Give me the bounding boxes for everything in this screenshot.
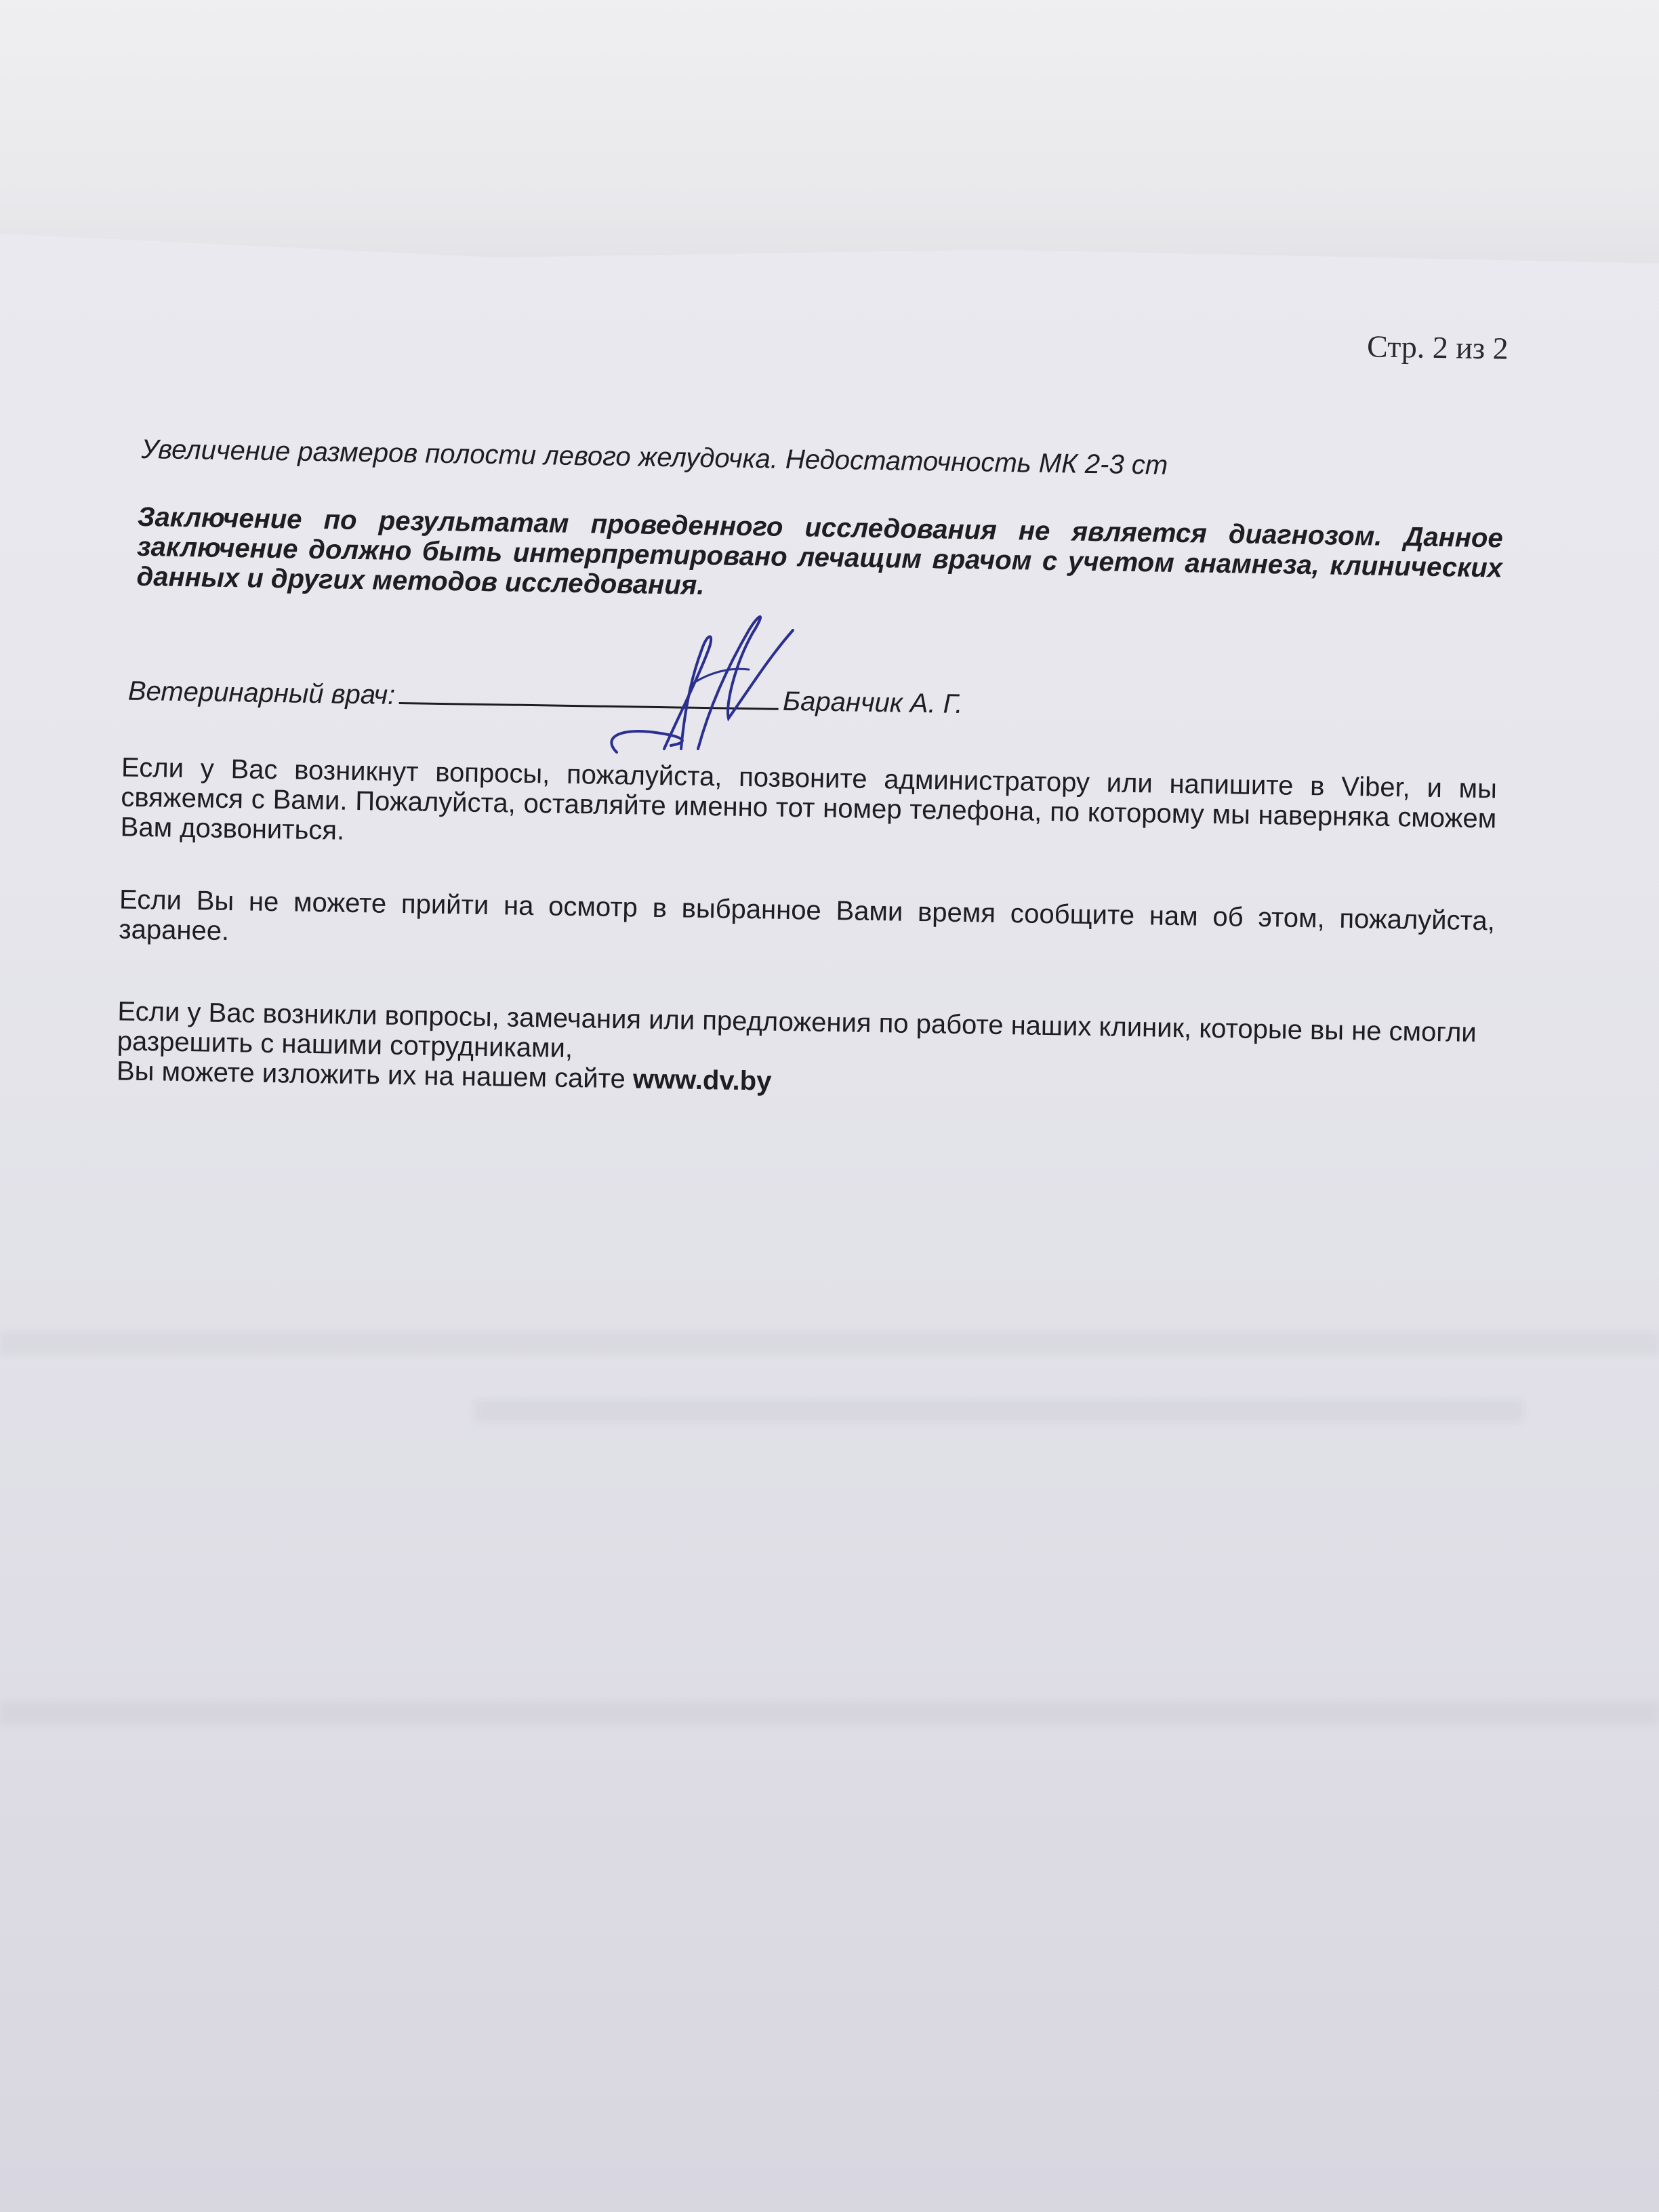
reschedule-paragraph: Если Вы не можете прийти на осмотр в выбранное Вами время сообщите нам об этом, пожалуйста, заранее.	[119, 884, 1496, 947]
signature-label: Ветеринарный врач:	[127, 676, 396, 710]
signature-stroke	[698, 617, 793, 749]
bleed-through-shadow	[0, 1332, 1659, 1355]
feedback-line: Если у Вас возникли вопросы, замечания или предложения по работе наших клиник, которые вы не смогли разрешить с нашими сотрудниками,	[117, 996, 1477, 1064]
bleed-through-shadow	[474, 1399, 1523, 1422]
page-number: Стр. 2 из 2	[1366, 329, 1509, 366]
disclaimer-text: Заключение по результатам проведенного исследования не является диагнозом. Данное заключение должно быть интерпретировано лечащим врачом с учетом анамнеза, клинических данных и других методов исследования.	[136, 501, 1504, 601]
background-sheet	[0, 0, 1659, 285]
diagnosis-finding: Увеличение размеров полости левого желудочка. Недостаточность МК 2-3 ст	[141, 434, 1168, 480]
doctor-name: Баранчик А. Г.	[782, 686, 963, 720]
website-link[interactable]: www.dv.by	[632, 1064, 772, 1097]
handwritten-signature	[590, 603, 806, 766]
contact-paragraph: Если у Вас возникнут вопросы, пожалуйста, позвоните администратору или напишите в Viber, и мы свяжемся с Вами. Пожалуйста, оставляйте именно тот номер телефона, по которому мы наверняка сможем Вам дозвониться.	[120, 752, 1498, 846]
feedback-website-lead: Вы можете изложить их на нашем сайте	[116, 1056, 634, 1094]
bleed-through-shadow	[0, 1701, 1659, 1724]
